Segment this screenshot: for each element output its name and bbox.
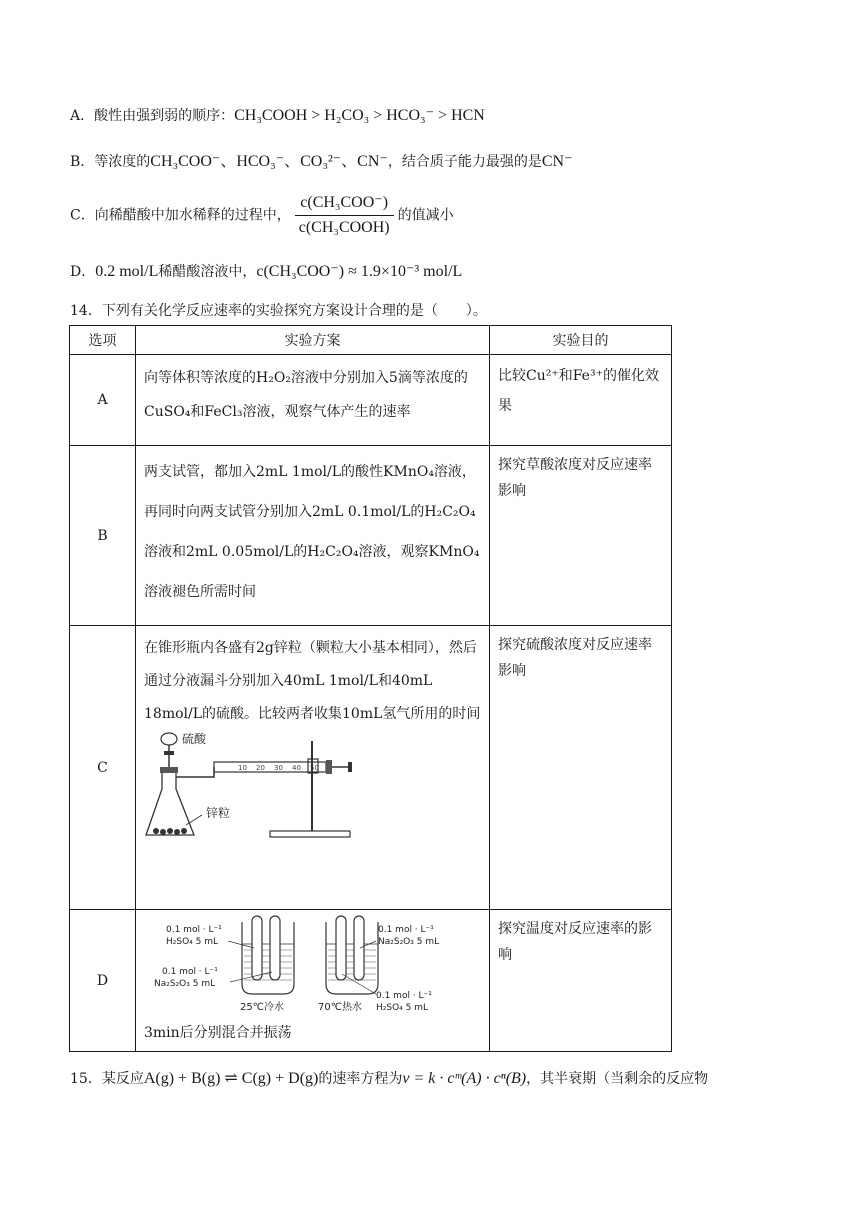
row-aim: 探究硫酸浓度对反应速率影响: [490, 626, 672, 910]
experiment-table: [69, 325, 672, 1052]
row-aim: 探究温度对反应速率的影响: [490, 910, 672, 1052]
svg-text:10: 10: [238, 764, 247, 772]
option-c: C．向稀醋酸中加水稀释的过程中， $\frac{\text{c(CH₃COO⁻)}}{\text{c(CH₃COOH)}}$ 的值减小: [70, 194, 454, 236]
svg-text:Na₂S₂O₃ 5 mL: Na₂S₂O₃ 5 mL: [154, 979, 216, 989]
header-aim: 实验目的: [490, 326, 672, 355]
svg-text:20: 20: [256, 764, 265, 772]
svg-text:25℃冷水: 25℃冷水: [240, 1002, 284, 1013]
svg-text:30: 30: [274, 764, 283, 772]
ion-answer: CN⁻: [541, 153, 573, 170]
row-plan: 0.1 mol · L⁻¹ H₂SO₄ 5 mL 0.1 mol · L⁻¹ Na₂S₂O₃ 5 mL 25℃冷水 0.1 mol · L⁻¹ Na₂S₂O₃ 5 mL 70℃热水 0.1 mol · L⁻¹ H₂SO₄ 5 mL 3min后分别混合并振荡: [136, 910, 490, 1052]
acid-order-formula: CH₃COOH > H₂CO₃ > HCO₃⁻ > HCN: [234, 107, 485, 124]
svg-text:0.1 mol · L⁻¹: 0.1 mol · L⁻¹: [376, 991, 432, 1001]
reaction-equation: A(g) + B(g) ⇌ C(g) + D(g): [143, 1070, 319, 1087]
concentration-fraction: $\frac{\text{c(CH₃COO⁻)}}{\text{c(CH₃COOH)}}$: [295, 193, 394, 238]
question-15-stem: 15．某反应A(g) + B(g) ⇌ C(g) + D(g)的速率方程为v = k · cᵐ(A) · cⁿ(B)，其半衰期（当剩余的反应物: [70, 1070, 709, 1087]
row-option: D: [70, 910, 136, 1052]
row-plan: 向等体积等浓度的H₂O₂溶液中分别加入5滴等浓度的CuSO₄和FeCl₃溶液，观察气体产生的速率: [136, 355, 490, 446]
acid-label: 硫酸: [182, 732, 207, 746]
row-option: B: [70, 446, 136, 626]
table-row: [70, 446, 672, 626]
option-a: A．酸性由强到弱的顺序：CH₃COOH > H₂CO₃ > HCO₃⁻ > HCN: [70, 107, 485, 124]
acetate-concentration: c(CH₃COO⁻) ≈ 1.9×10⁻³ mol/L: [256, 263, 463, 280]
header-plan: 实验方案: [136, 326, 490, 355]
svg-text:70℃热水: 70℃热水: [318, 1002, 362, 1013]
svg-text:0.1 mol · L⁻¹: 0.1 mol · L⁻¹: [378, 925, 434, 935]
svg-text:40: 40: [292, 764, 301, 772]
row-plan: 在锥形瓶内各盛有2g锌粒（颗粒大小基本相同），然后通过分液漏斗分别加入40mL 1mol/L和40mL 18mol/L的硫酸。比较两者收集10mL氢气所用的时间 硫酸 锌粒 10 20 30 40 50: [136, 626, 490, 910]
row-aim: 探究草酸浓度对反应速率影响: [490, 446, 672, 626]
svg-text:0.1 mol · L⁻¹: 0.1 mol · L⁻¹: [166, 925, 222, 935]
row-aim: 比较Cu²⁺和Fe³⁺的催化效果: [490, 355, 672, 446]
table-header-row: [70, 326, 672, 355]
svg-text:50: 50: [310, 764, 319, 772]
row-plan: 两支试管，都加入2mL 1mol/L的酸性KMnO₄溶液，再同时向两支试管分别加入2mL 0.1mol/L的H₂C₂O₄溶液和2mL 0.05mol/L的H₂C₂O₄溶液，观察KMnO₄溶液褪色所需时间: [136, 446, 490, 626]
row-option: C: [70, 626, 136, 910]
zinc-acid-apparatus-figure: [144, 731, 364, 843]
temperature-bath-figure: [144, 914, 444, 1018]
svg-text:H₂SO₄ 5 mL: H₂SO₄ 5 mL: [376, 1003, 429, 1013]
rate-equation: v = k · cᵐ(A) · cⁿ(B): [402, 1070, 527, 1087]
header-option: 选项: [70, 326, 136, 355]
option-d: D．0.2 mol/L稀醋酸溶液中，c(CH₃COO⁻) ≈ 1.9×10⁻³ mol/L: [70, 263, 463, 280]
option-b: B．等浓度的CH₃COO⁻、HCO₃⁻、CO₃²⁻、CN⁻，结合质子能力最强的是CN⁻: [70, 153, 573, 170]
svg-text:Na₂S₂O₃ 5 mL: Na₂S₂O₃ 5 mL: [378, 937, 440, 947]
svg-text:0.1 mol · L⁻¹: 0.1 mol · L⁻¹: [162, 967, 218, 977]
table-row: [70, 626, 672, 910]
ion-list: CH₃COO⁻、HCO₃⁻、CO₃²⁻、CN⁻: [150, 153, 388, 170]
table-row: [70, 355, 672, 446]
zinc-label: 锌粒: [206, 806, 231, 820]
svg-text:H₂SO₄ 5 mL: H₂SO₄ 5 mL: [166, 937, 219, 947]
table-row: [70, 910, 672, 1052]
row-option: A: [70, 355, 136, 446]
question-14-stem: 14．下列有关化学反应速率的实验探究方案设计合理的是（ ）。: [70, 303, 487, 319]
